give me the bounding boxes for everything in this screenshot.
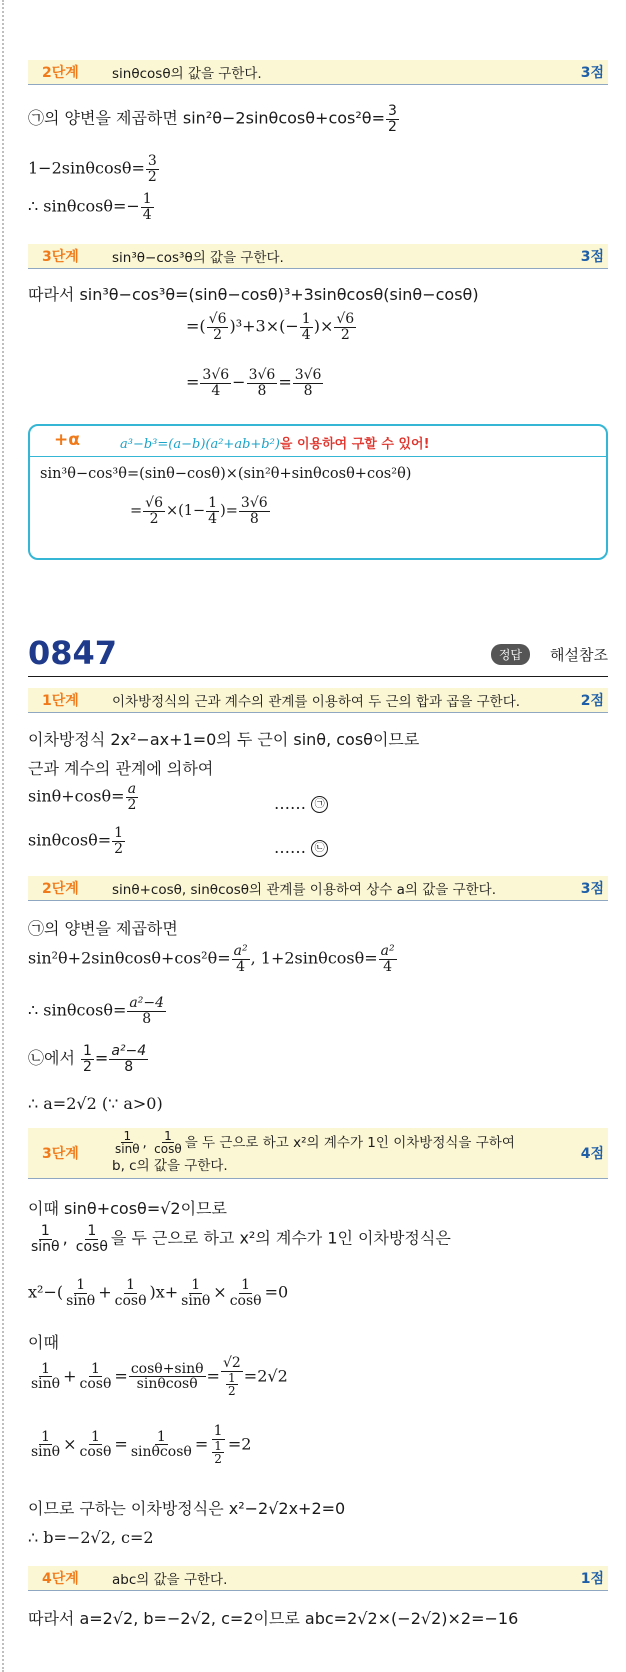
step-desc: sinθcosθ의 값을 구한다. <box>112 66 262 82</box>
step-label: 3단계 <box>42 249 79 265</box>
fraction: $\frac{1}{\sin\theta}$ <box>181 1277 211 1309</box>
margin-dotted-line <box>2 0 4 1672</box>
solution-line: $\frac{1}{\sin\theta}$ , $\frac{1}{\cos\theta}$ 을 두 근으로 하고 x²의 계수가 1인 이차방정식은 <box>31 1223 451 1255</box>
solution-line: 이때 sinθ+cosθ=√2이므로 <box>28 1199 227 1218</box>
tip-line: sin³θ−cos³θ=(sinθ−cosθ)×(sin²θ+sinθcosθ+cos²θ) <box>40 466 412 482</box>
fraction: $\frac{\cos\theta+\sin\theta}{\sin\theta\cos\theta}$ <box>130 1360 204 1393</box>
step-label: 2단계 <box>42 881 79 897</box>
fraction: $\frac{1}{4}$ <box>208 495 218 527</box>
solution-line: ㉠의 양변을 제곱하면 sin²θ−2sinθcosθ+cos²θ= $\frac{3}{2}$ <box>28 103 397 135</box>
solution-line: = $\frac{3√6}{4}$ − $\frac{3√6}{8}$ = $\frac{3√6}{8}$ <box>186 367 322 399</box>
step-points: 3점 <box>580 249 604 265</box>
answer-badge: 정답 <box>491 644 530 665</box>
fraction: $\frac{\text{a²−4}}{8}$ <box>129 995 164 1027</box>
problem-header <box>28 634 608 677</box>
fraction: $\frac{1}{\cos\theta}$ <box>229 1277 262 1309</box>
tip-box <box>28 424 608 560</box>
step-points: 3점 <box>580 65 604 81</box>
solution-line: 근과 계수의 관계에 의하여 <box>28 759 214 778</box>
fraction: $\frac{1}{4}$ <box>142 191 152 223</box>
solution-line: ㉠의 양변을 제곱하면 <box>28 919 178 938</box>
circled-marker: ㉠ <box>311 796 328 813</box>
equation-marker: …… ㉠ <box>274 794 328 813</box>
step-label: 3단계 <box>42 1146 79 1162</box>
solution-line: sin²θ+2sinθcosθ+cos²θ= $\frac{\text{a²}}{4}$ , 1+2sinθcosθ= $\frac{\text{a²}}{4}$ <box>28 943 395 975</box>
tip-title: a³−b³=(a−b)(a²+ab+b²)을 이용하여 구할 수 있어! <box>120 437 430 452</box>
fraction: $\frac{1}{\cos\theta}$ <box>79 1428 112 1461</box>
solution-line: sinθ+cosθ= $\frac{a}{2}$ <box>28 781 137 813</box>
fraction: $\frac{1}{2}$ <box>83 1043 92 1075</box>
step-header <box>28 1128 608 1179</box>
step-points: 3점 <box>580 881 604 897</box>
solution-line: $\frac{1}{\sin\theta}$ + $\frac{1}{\cos\theta}$ = $\frac{\cos\theta+\sin\theta}{\sin\theta\cos\theta}$ = $\frac{√2}{\frac{1}{2}}$ =2√2 <box>31 1355 288 1399</box>
step-points: 4점 <box>580 1146 604 1162</box>
step-desc: sinθ+cosθ, sinθcosθ의 관계를 이용하여 상수 a의 값을 구한다. <box>112 882 497 898</box>
step-desc: sin³θ−cos³θ의 값을 구한다. <box>112 250 284 266</box>
fraction: $\frac{1}{\frac{1}{2}}$ <box>213 1423 223 1467</box>
fraction: $\frac{3}{2}$ <box>387 103 397 135</box>
circled-marker: ㉡ <box>311 840 328 857</box>
solution-line: 이차방정식 2x²−ax+1=0의 두 근이 sinθ, cosθ이므로 <box>28 730 420 749</box>
step-header <box>28 876 608 901</box>
fraction: $\frac{1}{2}$ <box>214 1438 222 1467</box>
solution-line: ㉡에서 $\frac{1}{2}$ = $\frac{\text{a²−4}}{8}$ <box>28 1043 147 1075</box>
fraction: $\frac{√6}{2}$ <box>208 311 227 343</box>
tip-line: = $\frac{√6}{2}$ ×(1− $\frac{1}{4}$ )= $\frac{3√6}{8}$ <box>130 495 268 527</box>
solution-line: 1−2sinθcosθ= $\frac{3}{2}$ <box>28 153 157 185</box>
step-header <box>28 244 608 269</box>
fraction: $\frac{a}{2}$ <box>127 781 137 813</box>
solution-line: sinθcosθ= $\frac{1}{2}$ <box>28 825 124 857</box>
step-desc: $\frac{1}{\sin\theta}$ , $\frac{1}{\cos\theta}$ 을 두 근으로 하고 x²의 계수가 1인 이차방정식을 구하여 b, c의 값을 구한다. <box>112 1128 515 1174</box>
step-label: 2단계 <box>42 65 79 81</box>
step-points: 1점 <box>580 1571 604 1587</box>
solution-line: x²−( $\frac{1}{\sin\theta}$ + $\frac{1}{\cos\theta}$ )x+ $\frac{1}{\sin\theta}$ × $\frac{1}{\cos\theta}$ =0 <box>28 1277 289 1309</box>
fraction: $\frac{√6}{2}$ <box>336 311 355 343</box>
fraction: $\frac{1}{\cos\theta}$ <box>75 1223 108 1255</box>
solution-line: ∴ a=2√2 (∵ a>0) <box>28 1094 163 1113</box>
step-header <box>28 1566 608 1591</box>
fraction: $\frac{1}{2}$ <box>114 825 124 857</box>
problem-number: 0847 <box>28 634 118 672</box>
answer-text: 해설참조 <box>550 646 608 664</box>
step-desc: abc의 값을 구한다. <box>112 1572 228 1588</box>
solution-line: $\frac{1}{\sin\theta}$ × $\frac{1}{\cos\theta}$ = $\frac{1}{\sin\theta\cos\theta}$ = $\frac{1}{\frac{1}{2}}$ =2 <box>31 1423 252 1467</box>
step-desc: 이차방정식의 근과 계수의 관계를 이용하여 두 근의 합과 곱을 구한다. <box>112 694 521 710</box>
fraction: $\frac{1}{4}$ <box>301 311 311 343</box>
fraction: $\frac{1}{\sin\theta}$ <box>115 1128 140 1157</box>
plus-alpha-badge: +α <box>54 430 80 450</box>
solution-line: 이때 <box>28 1333 59 1352</box>
equation-marker: …… ㉡ <box>274 838 328 857</box>
fraction: $\frac{1}{\cos\theta}$ <box>114 1277 147 1309</box>
tip-box-header <box>30 426 606 457</box>
solution-line: 이므로 구하는 이차방정식은 x²−2√2x+2=0 <box>28 1499 346 1518</box>
fraction: $\frac{1}{\cos\theta}$ <box>154 1128 182 1157</box>
fraction: $\frac{√2}{\frac{1}{2}}$ <box>222 1355 241 1399</box>
fraction: $\frac{1}{\sin\theta}$ <box>31 1223 60 1255</box>
fraction: $\frac{\text{a²}}{4}$ <box>380 943 395 975</box>
fraction: $\frac{√6}{2}$ <box>145 495 163 527</box>
fraction: $\frac{3√6}{4}$ <box>202 367 230 399</box>
fraction: $\frac{1}{\sin\theta}$ <box>66 1277 96 1309</box>
solution-line: ∴ sinθcosθ=− $\frac{1}{4}$ <box>28 191 152 223</box>
fraction: $\frac{3√6}{8}$ <box>248 367 276 399</box>
fraction: $\frac{1}{2}$ <box>228 1370 236 1399</box>
solution-line: 따라서 sin³θ−cos³θ=(sinθ−cosθ)³+3sinθcosθ(sinθ−cosθ) <box>28 285 479 304</box>
fraction: $\frac{1}{\sin\theta}$ <box>31 1428 61 1461</box>
step-header <box>28 688 608 713</box>
step-label: 4단계 <box>42 1571 79 1587</box>
solution-line: ∴ sinθcosθ= $\frac{\text{a²−4}}{8}$ <box>28 995 164 1027</box>
fraction: $\frac{3}{2}$ <box>147 153 157 185</box>
fraction: $\frac{1}{\sin\theta}$ <box>31 1360 61 1393</box>
fraction: $\frac{3√6}{8}$ <box>294 367 322 399</box>
fraction: $\frac{1}{\sin\theta\cos\theta}$ <box>130 1428 192 1461</box>
solution-line: 따라서 a=2√2, b=−2√2, c=2이므로 abc=2√2×(−2√2)×2=−16 <box>28 1609 519 1628</box>
fraction: $\frac{3√6}{8}$ <box>240 495 268 527</box>
solution-line: ∴ b=−2√2, c=2 <box>28 1528 154 1547</box>
step-header <box>28 60 608 85</box>
fraction: $\frac{\text{a²}}{4}$ <box>233 943 248 975</box>
fraction: $\frac{\text{a²−4}}{8}$ <box>111 1043 147 1075</box>
solution-line: =( $\frac{√6}{2}$ )³+3×(− $\frac{1}{4}$ )× $\frac{√6}{2}$ <box>186 311 355 343</box>
step-points: 2점 <box>580 693 604 709</box>
fraction: $\frac{1}{\cos\theta}$ <box>79 1360 112 1393</box>
step-label: 1단계 <box>42 693 79 709</box>
